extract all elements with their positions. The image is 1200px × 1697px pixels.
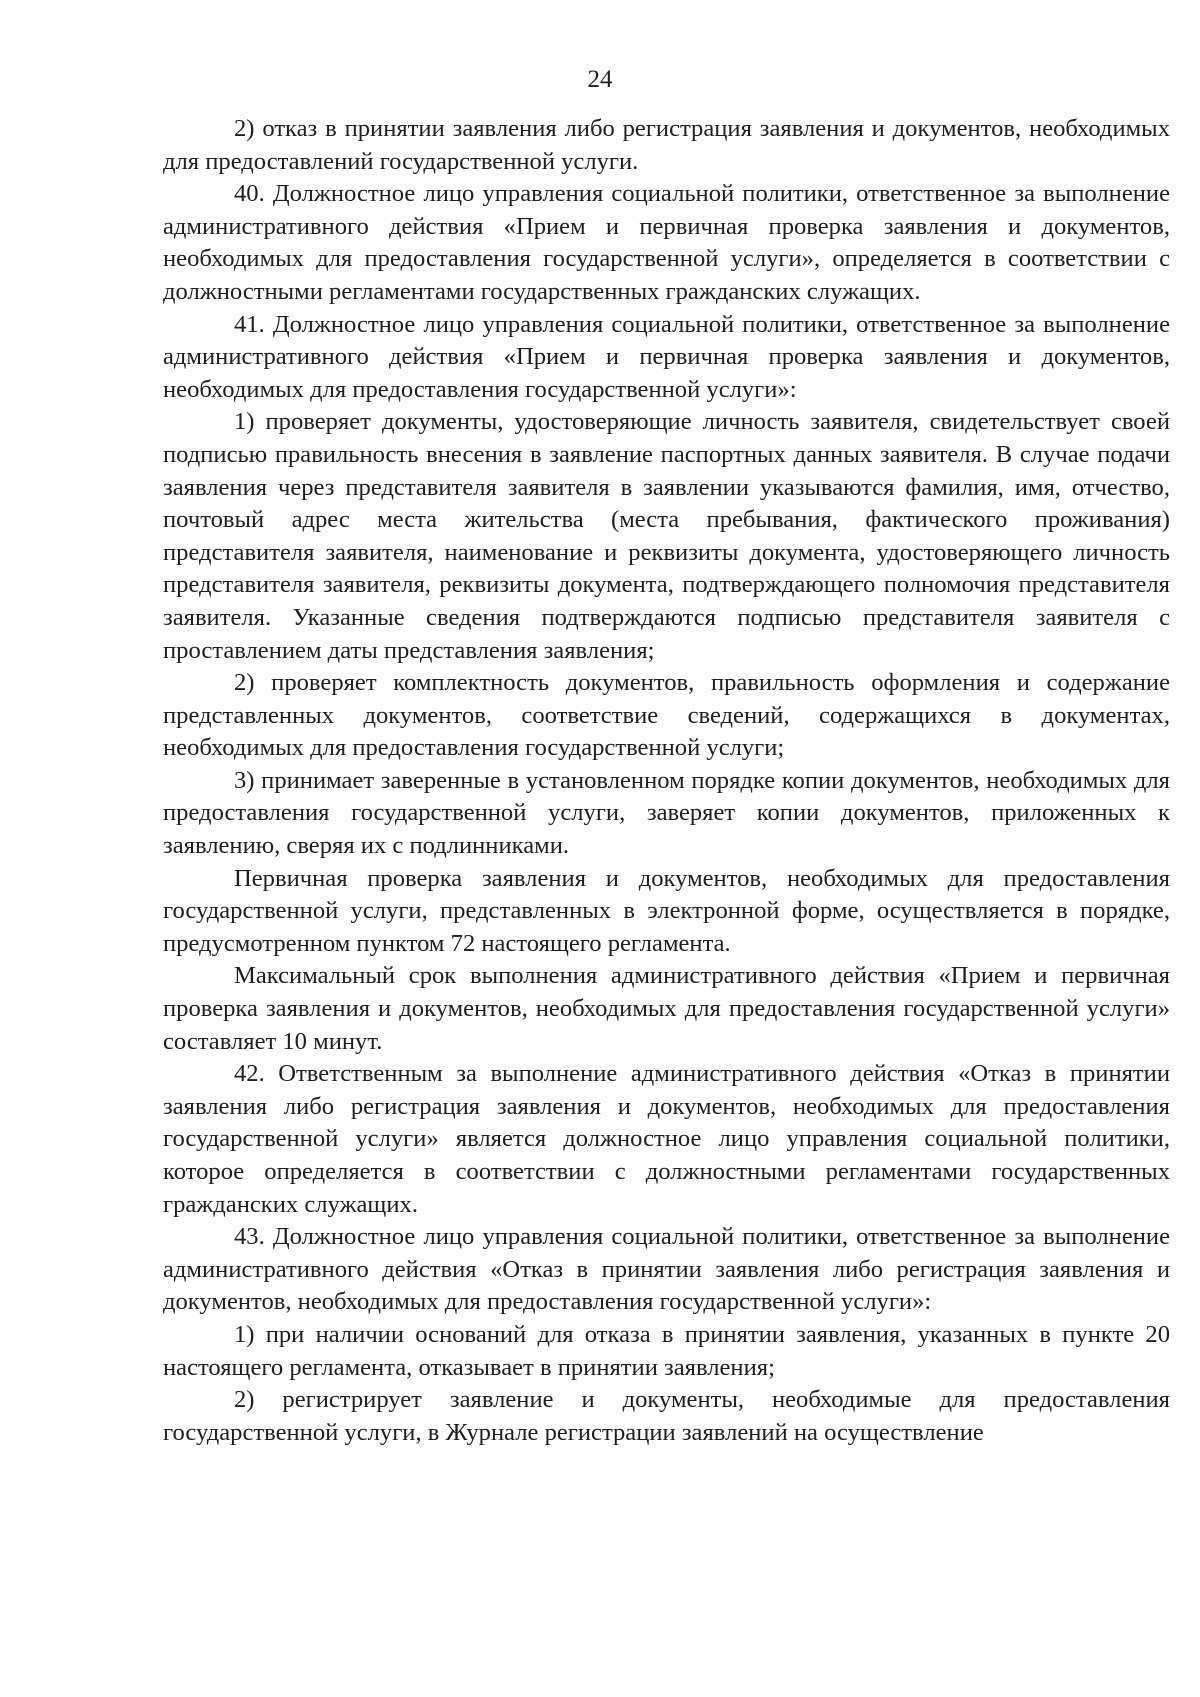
- paragraph-1: 2) отказ в принятии заявления либо регистрация заявления и документов, необходимых для предоставлений государственной услуги.: [163, 115, 1170, 175]
- paragraph-3: 41. Должностное лицо управления социальной политики, ответственное за выполнение административного действия «Прием и первичная проверка заявления и документов, необходимых для предоставления государственной услуги»:: [163, 310, 1170, 403]
- document-body: [163, 113, 1170, 1449]
- paragraph-5: 2) проверяет комплектность документов, правильность оформления и содержание представленных документов, соответствие сведений, содержащихся в документах, необходимых для предоставления государственной услуги;: [163, 669, 1170, 762]
- page-number: 24: [587, 66, 613, 93]
- paragraph-2: 40. Должностное лицо управления социальной политики, ответственное за выполнение административного действия «Прием и первичная проверка заявления и документов, необходимых для предоставления государственной услуги», определяется в соответствии с должностными регламентами государственных гражданских служащих.: [163, 180, 1170, 305]
- paragraph-8: Максимальный срок выполнения административного действия «Прием и первичная проверка заявления и документов, необходимых для предоставления государственной услуги» составляет 10 минут.: [163, 962, 1170, 1055]
- paragraph-10: 43. Должностное лицо управления социальной политики, ответственное за выполнение административного действия «Отказ в принятии заявления либо регистрация заявления и документов, необходимых для предоставления государственной услуги»:: [163, 1223, 1170, 1316]
- paragraph-11: 1) при наличии оснований для отказа в принятии заявления, указанных в пункте 20 настоящего регламента, отказывает в принятии заявления;: [163, 1320, 1170, 1381]
- paragraph-9: 42. Ответственным за выполнение административного действия «Отказ в принятии заявления либо регистрация заявления и документов, необходимых для предоставления государственной услуги» является должностное лицо управления социальной политики, которое определяется в соответствии с должностными регламентами государственных гражданских служащих.: [163, 1060, 1170, 1218]
- paragraph-7: Первичная проверка заявления и документов, необходимых для предоставления государственной услуги, представленных в электронной форме, осуществляется в порядке, предусмотренном пунктом 72 настоящего регламента.: [163, 864, 1170, 957]
- paragraph-6: 3) принимает заверенные в установленном порядке копии документов, необходимых для предоставления государственной услуги, заверяет копии документов, приложенных к заявлению, сверяя их с подлинниками.: [163, 766, 1170, 860]
- paragraph-4: 1) проверяет документы, удостоверяющие личность заявителя, свидетельствует своей подписью правильность внесения в заявление паспортных данных заявителя. В случае подачи заявления через представителя заявителя в заявлении указываются фамилия, имя, отчество, почтовый адрес места жительства (места пребывания, фактического проживания) представителя заявителя, наименование и реквизиты документа, удостоверяющего личность представителя заявителя, реквизиты документа, подтверждающего полномочия представителя заявителя. Указанные сведения подтверждаются подписью представителя заявителя с проставлением даты представления заявления;: [163, 408, 1170, 664]
- paragraph-12: 2) регистрирует заявление и документы, необходимые для предоставления государственной услуги, в Журнале регистрации заявлений на осуществление: [163, 1386, 1170, 1446]
